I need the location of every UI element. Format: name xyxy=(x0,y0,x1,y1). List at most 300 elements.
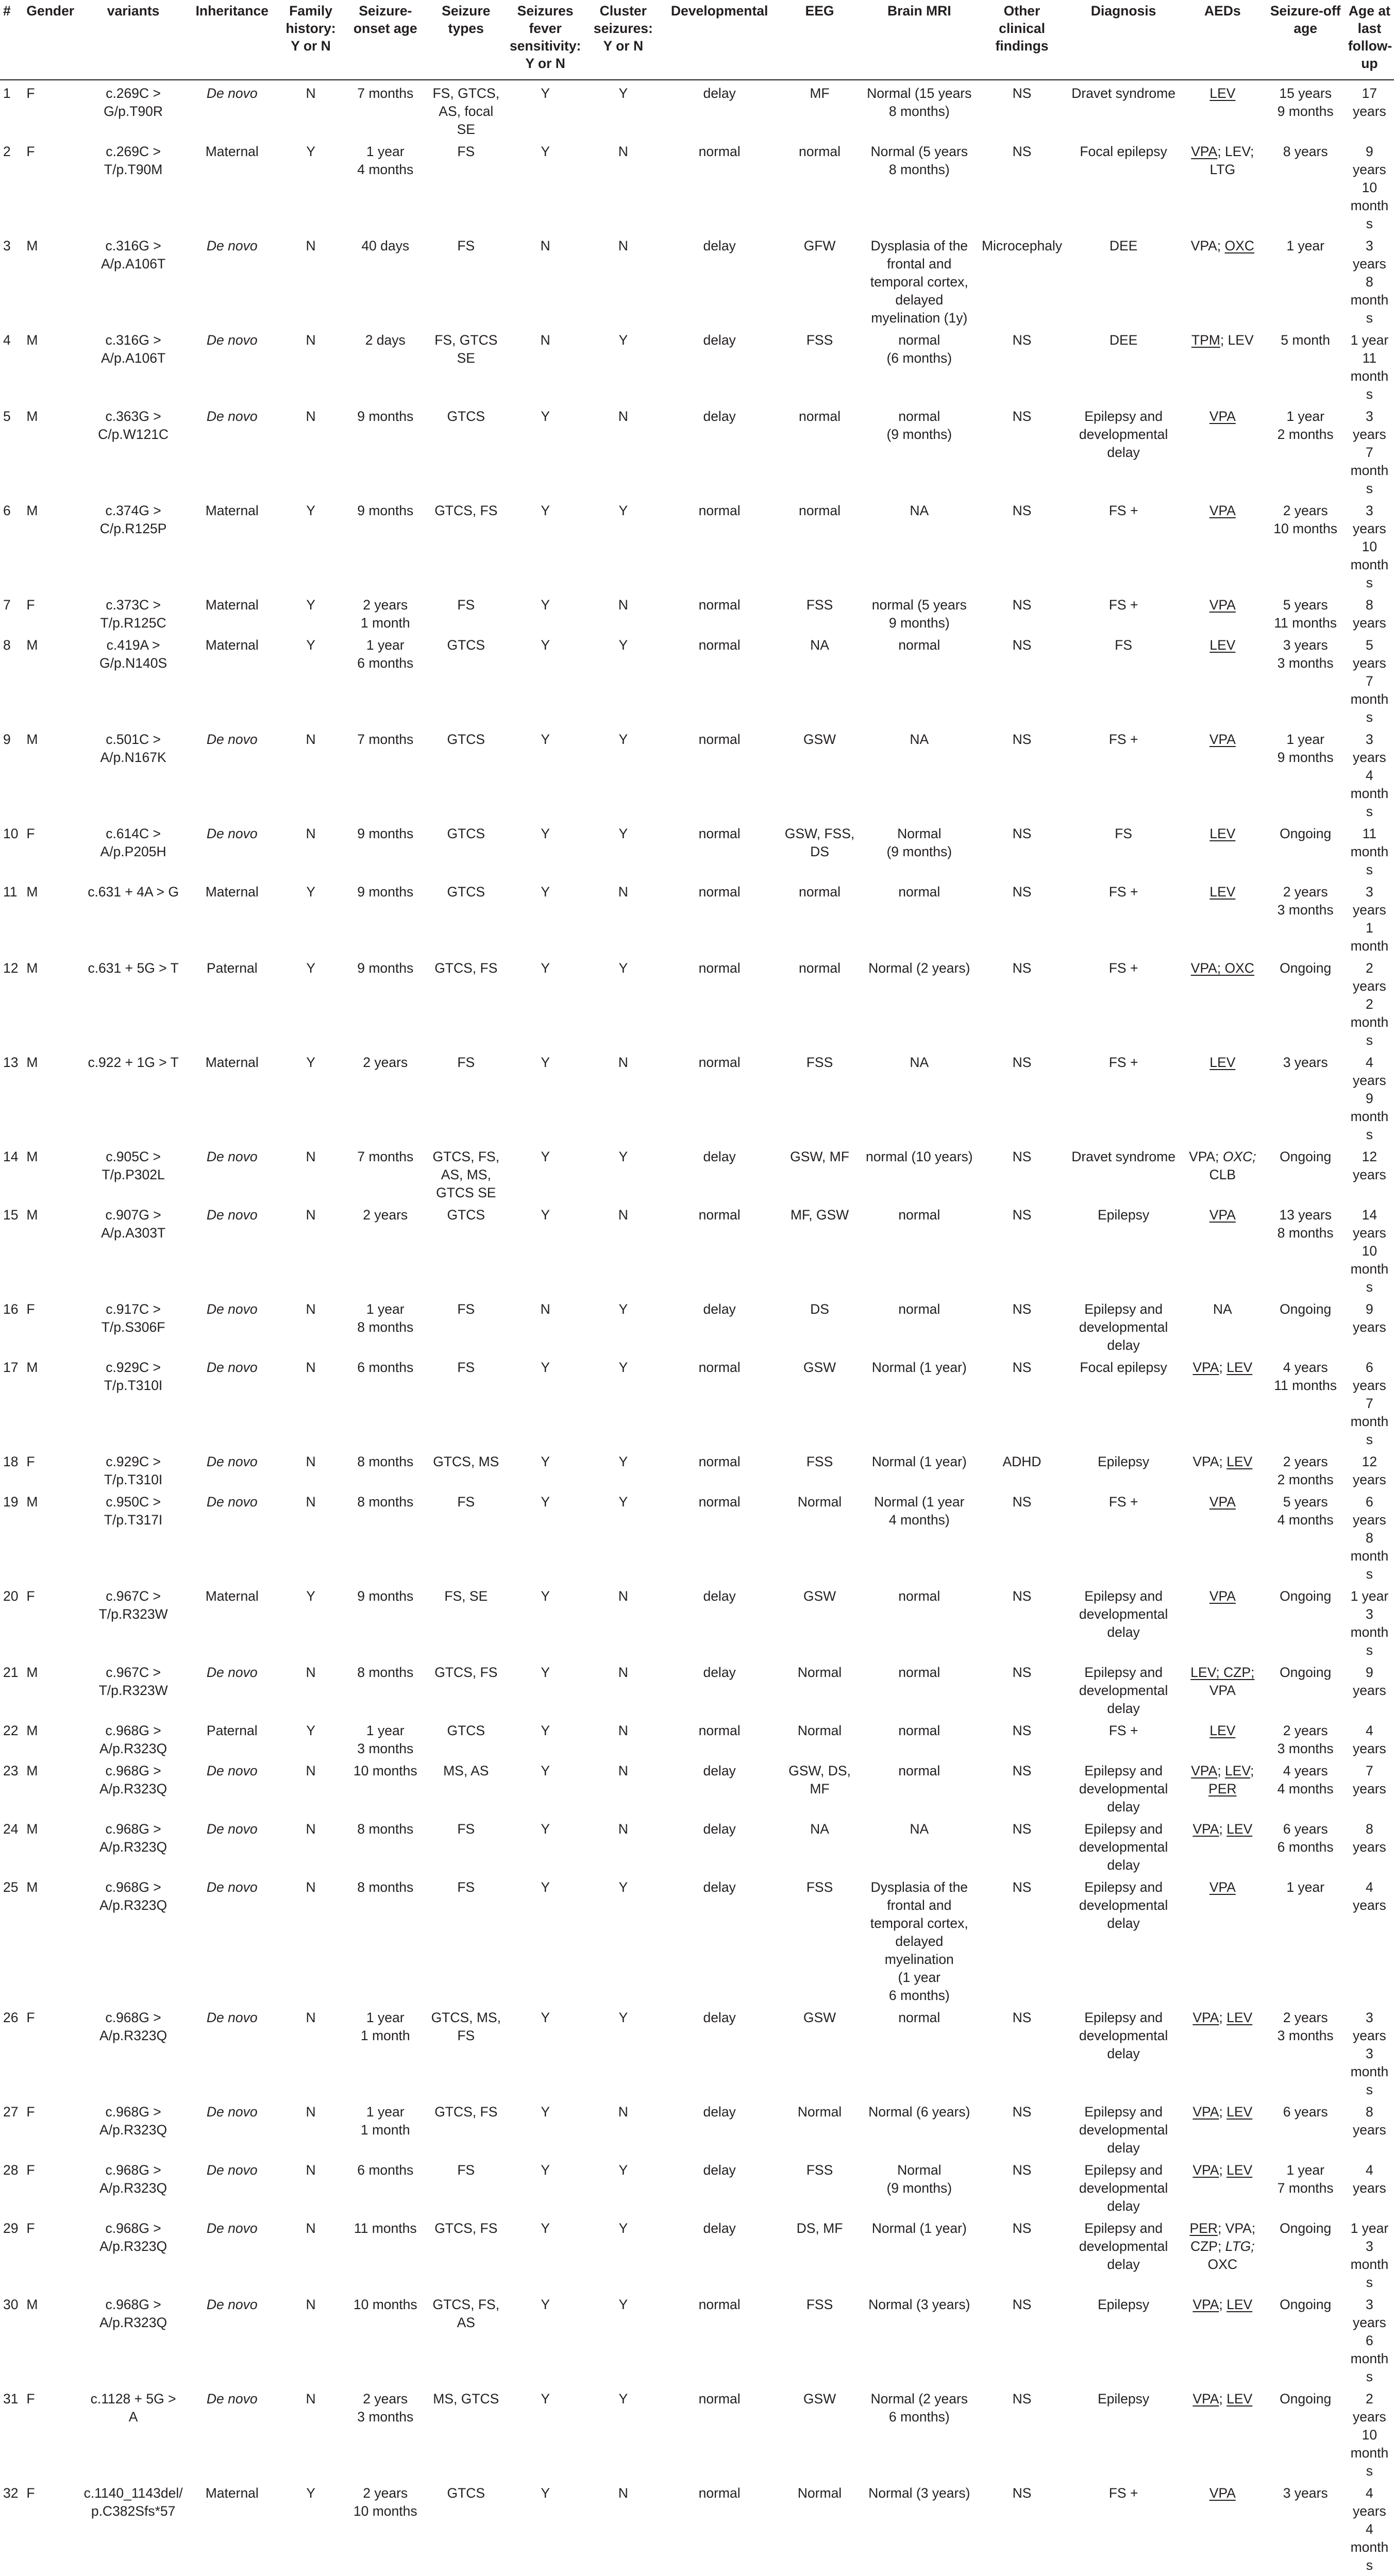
cell-line: developmental xyxy=(1079,2239,1168,2254)
cell-family: N xyxy=(306,1494,316,1510)
cell-line: c.968G > xyxy=(105,2010,161,2025)
cell-line: delay xyxy=(1107,1799,1140,1815)
cell-line: NS xyxy=(1012,503,1032,518)
cell-cluster: Y xyxy=(618,86,628,101)
cell-off xyxy=(1266,2292,1345,2386)
cell-line: NS xyxy=(1012,2391,1032,2406)
inheritance-text: De novo xyxy=(206,1494,258,1510)
cell-diagnosis xyxy=(1068,1049,1179,1144)
cell-eeg xyxy=(777,2292,862,2386)
cell-mri xyxy=(863,1049,976,1144)
cell-other xyxy=(976,1659,1068,1718)
cell-line: 8 months xyxy=(357,1665,414,1680)
cell-line: 8 months xyxy=(357,1319,414,1335)
cell-gender: M xyxy=(26,1723,38,1738)
cell-inheritance xyxy=(188,139,277,233)
cell-gender: F xyxy=(26,1454,35,1469)
cell-line: 6 years xyxy=(1283,2104,1328,2120)
cell-variant xyxy=(79,498,188,592)
cell-diagnosis xyxy=(1068,1489,1179,1583)
cell-line: A/p.R323Q xyxy=(99,2315,167,2330)
cell-line: GTCS, FS, xyxy=(432,2297,500,2312)
inheritance-text: De novo xyxy=(206,1665,258,1680)
cell-followup xyxy=(1345,2386,1394,2480)
cell-off xyxy=(1266,726,1345,821)
cell-line: T/p.R125C xyxy=(100,615,166,631)
cell-dev: delay xyxy=(703,1821,736,1837)
cell-num: 14 xyxy=(3,1149,19,1164)
header-dev: Developmental xyxy=(662,0,777,80)
cell-fever: Y xyxy=(541,1149,550,1164)
cell-line: 8 months) xyxy=(888,162,950,177)
cell-line: T/p.T90M xyxy=(104,162,163,177)
cell-inheritance xyxy=(188,1144,277,1202)
aed-line xyxy=(1182,1300,1263,1318)
cell-line: MS, AS xyxy=(443,1763,489,1778)
inheritance-text: De novo xyxy=(206,2162,258,2178)
cell-line: FSS xyxy=(806,1454,833,1469)
cell-gender: M xyxy=(26,1055,38,1070)
cell-line: 4 months xyxy=(1277,1512,1334,1528)
cell-types xyxy=(426,726,507,821)
cell-num: 32 xyxy=(3,2485,19,2501)
cell-eeg xyxy=(777,1758,862,1816)
cell-line: A/p.P205H xyxy=(100,844,166,859)
cell-other xyxy=(976,403,1068,498)
cell-line: Epilepsy and xyxy=(1084,2162,1163,2178)
cell-line: 2 months xyxy=(1277,427,1334,442)
cell-off xyxy=(1266,1144,1345,1202)
cell-line: FS + xyxy=(1109,2485,1138,2501)
cell-line: 4 months xyxy=(1350,2521,1389,2573)
aed-line xyxy=(1182,731,1263,749)
cell-followup xyxy=(1345,1449,1394,1489)
cell-family xyxy=(277,2574,345,2576)
aed-drug: VPA; xyxy=(1188,1149,1223,1164)
cell-line: c.269C > xyxy=(106,144,161,159)
aed-drug: VPA; xyxy=(1190,238,1225,253)
cell-variant xyxy=(79,403,188,498)
cell-variant xyxy=(79,1354,188,1449)
cell-off xyxy=(1266,955,1345,1049)
cell-onset xyxy=(345,2005,426,2099)
cell-line: c.929C > xyxy=(106,1360,161,1375)
cell-line: 3 years xyxy=(1353,2297,1386,2330)
cell-diagnosis xyxy=(1068,498,1179,592)
cell-line: 3 months xyxy=(357,2409,414,2425)
cell-line: normal (10 years) xyxy=(865,1149,973,1164)
cell-line: delay xyxy=(1107,1337,1140,1353)
cell-line: (6 months) xyxy=(886,350,952,366)
inheritance-text: De novo xyxy=(206,409,258,424)
cell-followup xyxy=(1345,1583,1394,1659)
cell-diagnosis xyxy=(1068,2292,1179,2386)
cell-line: normal (5 years xyxy=(871,597,967,613)
cell-num: 22 xyxy=(3,1723,19,1738)
cell-line: 3 months xyxy=(1350,2239,1389,2290)
cell-line: 11 months xyxy=(354,2221,417,2236)
cell-line: GTCS, FS xyxy=(434,503,498,518)
cell-types xyxy=(426,139,507,233)
cell-num: 28 xyxy=(3,2162,19,2178)
cell-num xyxy=(0,2574,23,2576)
cell-family: Y xyxy=(306,503,315,518)
aed-drug: LTG; xyxy=(1225,2239,1255,2254)
table-row xyxy=(0,1354,1394,1449)
aed-drug: LEV xyxy=(1210,1723,1236,1738)
cell-line: FS xyxy=(457,238,475,253)
cell-line: 1 year xyxy=(1286,2162,1324,2178)
cell-line: A/p.R323Q xyxy=(99,2028,167,2043)
inheritance-text: De novo xyxy=(206,1454,258,1469)
cell-line: c.968G > xyxy=(105,1723,161,1738)
cell-onset xyxy=(345,1718,426,1758)
cell-other xyxy=(976,233,1068,327)
cell-line: developmental xyxy=(1079,1683,1168,1698)
cell-aeds xyxy=(1179,1296,1266,1354)
cell-line: Normal (15 years xyxy=(867,86,972,101)
cell-fever: Y xyxy=(541,409,550,424)
cell-aeds xyxy=(1179,2215,1266,2292)
cell-num: 30 xyxy=(3,2297,19,2312)
inheritance-text: Maternal xyxy=(205,1588,259,1604)
cell-line: A/p.R323Q xyxy=(99,2122,167,2138)
cell-line: 6 years xyxy=(1353,1494,1386,1528)
cell-mri xyxy=(863,1758,976,1816)
cell-off xyxy=(1266,233,1345,327)
cell-family: Y xyxy=(306,884,315,900)
cell-diagnosis xyxy=(1068,2005,1179,2099)
cell-line: normal xyxy=(898,1301,940,1317)
cell-dev: delay xyxy=(703,2162,736,2178)
cell-line: temporal cortex, xyxy=(870,274,968,290)
aed-drug: VPA xyxy=(1193,2162,1219,2178)
table-row xyxy=(0,1049,1394,1144)
cell-line: 3 months xyxy=(1350,2046,1389,2097)
aed-drug: VPA xyxy=(1209,1588,1236,1604)
cell-line: Dysplasia of the xyxy=(870,238,968,253)
cell-variant xyxy=(79,1816,188,1874)
aed-drug: ; xyxy=(1219,1360,1227,1375)
cell-line: (9 months) xyxy=(886,844,952,859)
cell-variant xyxy=(79,1202,188,1296)
cell-fever: Y xyxy=(541,2391,550,2406)
aed-line xyxy=(1182,1453,1263,1471)
cell-line: A/p.N167K xyxy=(100,750,166,765)
cell-line: 9 months xyxy=(357,409,414,424)
header-family: Family history: Y or N xyxy=(277,0,345,80)
cell-inheritance xyxy=(188,2099,277,2157)
cell-line: 1 year xyxy=(366,1301,405,1317)
cell-line: delay xyxy=(1107,445,1140,460)
table-row xyxy=(0,2215,1394,2292)
cell-line: 7 months xyxy=(1350,1396,1389,1447)
cell-line: 9 months xyxy=(357,826,414,841)
header-off: Seizure-off age xyxy=(1266,0,1345,80)
cell-off xyxy=(1266,1758,1345,1816)
aed-drug: VPA xyxy=(1209,1494,1236,1510)
cell-gender: M xyxy=(26,1665,38,1680)
cell-line: 1 year xyxy=(366,144,405,159)
cell-onset xyxy=(345,821,426,879)
inheritance-text: De novo xyxy=(206,1821,258,1837)
cell-gender: F xyxy=(26,597,35,613)
aed-line xyxy=(1182,2390,1263,2408)
cell-line: AS, focal SE xyxy=(439,104,494,137)
aed-drug: LTG xyxy=(1210,162,1236,177)
cell-inheritance xyxy=(188,2386,277,2480)
cell-line: FS xyxy=(1115,826,1132,841)
cell-followup xyxy=(1345,1718,1394,1758)
cell-line: 8 months xyxy=(357,1454,414,1469)
cell-family: N xyxy=(306,2104,316,2120)
cell-line: FS + xyxy=(1109,1055,1138,1070)
cell-line: 1 year xyxy=(366,637,405,653)
cell-variant xyxy=(79,821,188,879)
cell-line: 1 year xyxy=(1286,732,1324,747)
cell-onset xyxy=(345,2386,426,2480)
cell-line: 2 years xyxy=(1353,960,1386,994)
cell-dev: delay xyxy=(703,1665,736,1680)
cell-line: GSW xyxy=(803,732,836,747)
cell-line: GTCS xyxy=(447,1723,485,1738)
cell-dev: normal xyxy=(698,2297,741,2312)
cell-family: N xyxy=(306,826,316,841)
cell-eeg xyxy=(777,821,862,879)
cell-aeds xyxy=(1179,2005,1266,2099)
cell-onset xyxy=(345,403,426,498)
cell-eeg xyxy=(777,233,862,327)
cell-line: Ongoing xyxy=(1280,960,1332,976)
cell-other xyxy=(976,1583,1068,1659)
aed-line xyxy=(1182,1587,1263,1605)
cell-mri xyxy=(863,2480,976,2574)
header-eeg: EEG xyxy=(777,0,862,80)
cell-line: 3 years xyxy=(1283,637,1328,653)
cell-inheritance xyxy=(188,80,277,139)
cell-line: c.373C > xyxy=(106,597,161,613)
cell-line: 40 days xyxy=(361,238,410,253)
aed-drug: ; LEV xyxy=(1220,332,1254,348)
cell-line: DS xyxy=(810,1301,829,1317)
cell-line: 9 months xyxy=(357,884,414,900)
cell-family: N xyxy=(306,238,316,253)
cell-followup xyxy=(1345,233,1394,327)
cell-line: FSS xyxy=(806,2162,833,2178)
cell-line: Ongoing xyxy=(1280,2221,1332,2236)
cell-line: Normal (1 year) xyxy=(871,1454,967,1469)
cell-other xyxy=(976,632,1068,726)
cell-mri xyxy=(863,632,976,726)
cell-other xyxy=(976,726,1068,821)
cell-line: GTCS, FS xyxy=(434,1665,498,1680)
cell-types xyxy=(426,498,507,592)
cell-followup xyxy=(1345,726,1394,821)
cell-line: NS xyxy=(1012,2104,1032,2120)
cell-fever: Y xyxy=(541,2010,550,2025)
table-row xyxy=(0,1202,1394,1296)
table-row xyxy=(0,1718,1394,1758)
cell-line: 6 years xyxy=(1283,1821,1328,1837)
cell-line: Ongoing xyxy=(1280,826,1332,841)
cell-eeg xyxy=(777,2574,862,2576)
cell-line: c.968G > xyxy=(105,2104,161,2120)
cell-line: NS xyxy=(1012,2297,1032,2312)
cell-dev: delay xyxy=(703,1588,736,1604)
cell-inheritance xyxy=(188,1489,277,1583)
cell-line: 8 months xyxy=(1350,274,1389,326)
table-row xyxy=(0,403,1394,498)
cell-line: DEE xyxy=(1109,332,1138,348)
cell-line: c.967C > xyxy=(106,1588,161,1604)
cell-eeg xyxy=(777,2005,862,2099)
header-followup: Age at last follow-up xyxy=(1345,0,1394,80)
cell-inheritance xyxy=(188,1049,277,1144)
cell-family: N xyxy=(306,1821,316,1837)
cell-off xyxy=(1266,2386,1345,2480)
cell-family: N xyxy=(306,1454,316,1469)
cell-line: 14 years xyxy=(1353,1207,1386,1241)
cell-gender: M xyxy=(26,1821,38,1837)
cell-inheritance xyxy=(188,327,277,403)
cell-fever: Y xyxy=(541,1588,550,1604)
cell-inheritance xyxy=(188,2157,277,2215)
cell-line: 4 years xyxy=(1283,1360,1328,1375)
cell-variant xyxy=(79,1659,188,1718)
cell-diagnosis xyxy=(1068,1296,1179,1354)
cell-cluster: Y xyxy=(618,1360,628,1375)
cell-types xyxy=(426,2574,507,2576)
cell-other xyxy=(976,2574,1068,2576)
cell-diagnosis xyxy=(1068,879,1179,955)
aed-drug: VPA; OXC xyxy=(1190,960,1254,976)
cell-line: 4 months xyxy=(1350,768,1389,819)
cell-num: 1 xyxy=(3,86,11,101)
cell-family: N xyxy=(306,1665,316,1680)
cell-line: 2 years xyxy=(363,1055,408,1070)
cell-gender: M xyxy=(26,1149,38,1164)
cell-mri xyxy=(863,1296,976,1354)
cell-line: Normal (1 year xyxy=(874,1494,965,1510)
cell-dev: normal xyxy=(698,884,741,900)
aed-line xyxy=(1182,636,1263,654)
cell-variant xyxy=(79,2099,188,2157)
cell-line: 2 years xyxy=(363,597,408,613)
cell-line: 8 months xyxy=(357,1494,414,1510)
cell-line: (9 months) xyxy=(886,2180,952,2196)
cell-fever: Y xyxy=(541,1723,550,1738)
cell-line: Normal xyxy=(897,2162,942,2178)
cell-onset xyxy=(345,2215,426,2292)
cell-line: T/p.P302L xyxy=(102,1167,165,1182)
cell-aeds xyxy=(1179,80,1266,139)
cell-mri xyxy=(863,2099,976,2157)
cell-line: FS + xyxy=(1109,503,1138,518)
cell-num: 31 xyxy=(3,2391,19,2406)
cell-line: NS xyxy=(1012,144,1032,159)
cell-off xyxy=(1266,2215,1345,2292)
cell-line: normal xyxy=(898,884,940,900)
cell-followup xyxy=(1345,1202,1394,1296)
cell-dev: delay xyxy=(703,2221,736,2236)
cell-family: N xyxy=(306,1301,316,1317)
cell-line: Epilepsy and xyxy=(1084,1588,1163,1604)
cell-line: Normal (3 years) xyxy=(868,2485,970,2501)
aed-drug: LEV xyxy=(1210,1055,1236,1070)
cell-line: 3 years xyxy=(1353,503,1386,536)
cell-onset xyxy=(345,955,426,1049)
cell-line: Epilepsy and xyxy=(1084,1879,1163,1895)
aed-drug: ; xyxy=(1219,2010,1227,2025)
cell-types xyxy=(426,1489,507,1583)
cell-fever: Y xyxy=(541,2162,550,2178)
cell-line: Normal (3 years) xyxy=(868,2297,970,2312)
aed-drug: VPA xyxy=(1209,1683,1236,1698)
cell-line: Normal xyxy=(797,2104,842,2120)
cell-mri xyxy=(863,955,976,1049)
cell-gender xyxy=(23,2574,79,2576)
cell-dev: delay xyxy=(703,2104,736,2120)
cell-variant xyxy=(79,233,188,327)
aed-line xyxy=(1182,1054,1263,1072)
cell-mri xyxy=(863,2386,976,2480)
cell-line: NS xyxy=(1012,1207,1032,1223)
cell-line: 1 year xyxy=(366,2010,405,2025)
cell-diagnosis xyxy=(1068,2157,1179,2215)
cell-line: c.501C > xyxy=(106,732,161,747)
cell-line: 6 months xyxy=(1277,1839,1334,1855)
cell-line: Focal epilepsy xyxy=(1080,1360,1167,1375)
cell-aeds xyxy=(1179,592,1266,632)
cell-line: c.631 + 4A > G xyxy=(88,884,179,900)
cell-line: GTCS xyxy=(447,1207,485,1223)
cell-line: SE xyxy=(457,350,475,366)
cell-cluster: N xyxy=(618,2104,628,2120)
cell-line: NS xyxy=(1012,1879,1032,1895)
cell-onset xyxy=(345,1874,426,2005)
cell-line: MF xyxy=(810,1781,830,1797)
cell-line: 1 month xyxy=(360,2028,410,2043)
aed-line xyxy=(1182,2219,1263,2238)
cell-line: T/p.T310I xyxy=(104,1378,163,1393)
cell-cluster: N xyxy=(618,597,628,613)
cell-line: developmental xyxy=(1079,1319,1168,1335)
cell-off xyxy=(1266,1449,1345,1489)
cell-line: 8 months xyxy=(357,1879,414,1895)
cell-aeds xyxy=(1179,1202,1266,1296)
cell-line: Dravet syndrome xyxy=(1071,86,1175,101)
cell-line: 5 month xyxy=(1281,332,1331,348)
cell-dev: delay xyxy=(703,1301,736,1317)
cell-dev: delay xyxy=(703,409,736,424)
aed-drug: ; xyxy=(1219,2297,1227,2312)
cell-family: N xyxy=(306,1360,316,1375)
cell-types xyxy=(426,821,507,879)
cell-line: 1 year xyxy=(366,2104,405,2120)
cell-line: NA xyxy=(910,732,929,747)
cell-eeg xyxy=(777,1489,862,1583)
aed-line xyxy=(1182,408,1263,426)
cell-line: A/p.R323Q xyxy=(99,1741,167,1756)
cell-line: GSW xyxy=(803,1588,836,1604)
table-row xyxy=(0,632,1394,726)
cell-num: 2 xyxy=(3,144,11,159)
cell-cluster: Y xyxy=(618,732,628,747)
cell-line: 10 months xyxy=(1350,2427,1389,2479)
cell-eeg xyxy=(777,1449,862,1489)
cell-line: 8 months xyxy=(1277,1225,1334,1241)
cell-line: 15 years xyxy=(1279,86,1332,101)
